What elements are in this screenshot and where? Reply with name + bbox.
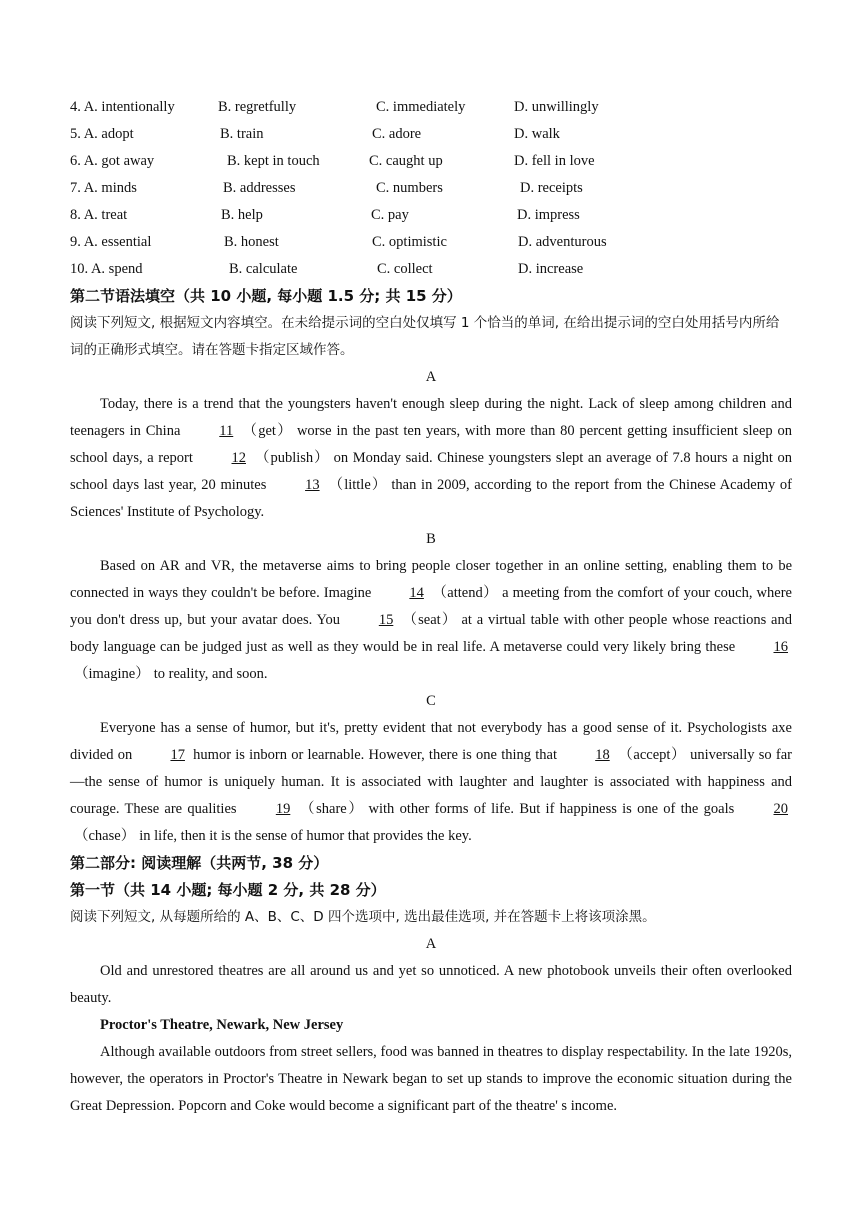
option-a: 10. A. spend xyxy=(70,261,143,277)
option-d: D. adventurous xyxy=(518,234,607,250)
blank-20[interactable]: 20 xyxy=(773,801,789,817)
option-c: C. collect xyxy=(377,261,433,277)
part-instruction: 阅读下列短文, 从每题所给的 A、B、C、D 四个选项中, 选出最佳选项, 并在答题卡上将该项涂黑。 xyxy=(70,909,656,925)
part-heading: 第二部分: 阅读理解（共两节, 38 分） xyxy=(70,854,329,872)
passage-label: A xyxy=(425,936,437,952)
option-c: C. caught up xyxy=(369,153,443,169)
passage-label: B xyxy=(426,531,436,547)
passage-text: in life, then it is the sense of humor that provides the key. xyxy=(139,828,472,844)
blank-15[interactable]: 15 xyxy=(378,612,394,628)
option-c: C. numbers xyxy=(376,180,443,196)
passage-text: on Monday said. Chinese youngsters slept an average of 7.8 hours a night on school days last year, 20 minutes xyxy=(70,450,792,493)
option-b: B. train xyxy=(220,126,264,142)
option-row-9 xyxy=(70,229,792,256)
passage-text: universally so far—the sense of humor is uniquely human. It is associated with laughter and laughter is associated with happiness and courage. These are qualities xyxy=(70,747,792,817)
option-b: B. addresses xyxy=(223,180,296,196)
blank-16[interactable]: 16 xyxy=(773,639,788,655)
option-c: C. optimistic xyxy=(372,234,447,250)
passage-b xyxy=(70,553,792,688)
option-row-4 xyxy=(70,94,792,121)
option-a: 4. A. intentionally xyxy=(70,99,175,115)
passage-text: Today, there is a trend that the youngsters haven't enough sleep during the night. Lack of sleep among children and teenagers in China xyxy=(70,396,792,439)
hint-word: （publish） xyxy=(254,450,330,466)
passage-text: humor is inborn or learnable. However, there is one thing that xyxy=(188,747,562,763)
passage-text: Based on AR and VR, the metaverse aims to bring people closer together in an online setting, enabling them to be connected in ways they couldn't be before. Imagine xyxy=(70,558,792,601)
hint-word: （get） xyxy=(241,423,293,439)
passage-label: C xyxy=(426,693,436,709)
option-a: 8. A. treat xyxy=(70,207,128,223)
option-a: 5. A. adopt xyxy=(70,126,134,142)
passage-text: worse in the past ten years, with more than 80 percent getting insufficient sleep on school days, a report xyxy=(70,423,793,466)
option-row-10 xyxy=(70,256,792,283)
option-b: B. help xyxy=(221,207,263,223)
section-instruction: 阅读下列短文, 根据短文内容填空。在未给提示词的空白处仅填写 1 个恰当的单词, 在给出提示词的空白处用括号内所给词的正确形式填空。请在答题卡指定区域作答。 xyxy=(70,315,780,358)
hint-word: （chase） xyxy=(74,828,136,844)
hint-word: （seat） xyxy=(401,612,458,628)
blank-12[interactable]: 12 xyxy=(231,450,246,466)
section-heading: 第二节语法填空（共 10 小题, 每小题 1.5 分; 共 15 分） xyxy=(70,287,462,305)
option-b: B. calculate xyxy=(229,261,298,277)
option-b: B. honest xyxy=(224,234,279,250)
passage-a xyxy=(70,391,792,526)
option-c: C. immediately xyxy=(376,99,466,115)
option-d: D. receipts xyxy=(520,180,583,196)
option-a: 9. A. essential xyxy=(70,234,152,250)
passage-text: Everyone has a sense of humor, but it's, pretty evident that not everybody has a good sense of it. Psychologists axe divided on xyxy=(70,720,792,763)
blank-11[interactable]: 11 xyxy=(219,423,234,439)
reading-body: Although available outdoors from street sellers, food was banned in theatres to display respectability. In the late 1920s, however, the operators in Proctor's Theatre in Newark began to set up stands to improve the economic situation during the Great Depression. Popcorn and Coke would become a significant part of the theatre' s income. xyxy=(70,1044,792,1114)
blank-13[interactable]: 13 xyxy=(305,477,320,493)
option-a: 7. A. minds xyxy=(70,180,137,196)
passage-text: to reality, and soon. xyxy=(153,666,268,682)
passage-text: a meeting from the comfort of your couch, where you don't dress up, but your avatar does. You xyxy=(70,585,792,628)
option-d: D. unwillingly xyxy=(514,99,599,115)
passage-c xyxy=(70,715,792,850)
blank-19[interactable]: 19 xyxy=(275,801,291,817)
option-row-7 xyxy=(70,175,792,202)
option-row-5 xyxy=(70,121,792,148)
option-c: C. pay xyxy=(371,207,409,223)
option-d: D. fell in love xyxy=(514,153,595,169)
reading-intro: Old and unrestored theatres are all around us and yet so unnoticed. A new photobook unveils their often overlooked beauty. xyxy=(70,963,792,1006)
hint-word: （attend） xyxy=(431,585,499,601)
exam-page xyxy=(70,94,792,1120)
option-b: B. regretfully xyxy=(218,99,297,115)
option-d: D. impress xyxy=(517,207,580,223)
hint-word: （accept） xyxy=(617,747,687,763)
hint-word: （little） xyxy=(327,477,388,493)
blank-18[interactable]: 18 xyxy=(595,747,610,763)
option-list xyxy=(70,94,792,283)
option-d: D. walk xyxy=(514,126,560,142)
reading-subtitle: Proctor's Theatre, Newark, New Jersey xyxy=(100,1017,344,1033)
blank-14[interactable]: 14 xyxy=(409,585,424,601)
passage-label: A xyxy=(425,369,437,385)
option-row-6 xyxy=(70,148,792,175)
option-c: C. adore xyxy=(372,126,422,142)
hint-word: （imagine） xyxy=(74,666,150,682)
option-row-8 xyxy=(70,202,792,229)
option-d: D. increase xyxy=(518,261,584,277)
subsection-heading: 第一节（共 14 小题; 每小题 2 分, 共 28 分） xyxy=(70,881,386,899)
passage-text: with other forms of life. But if happiness is one of the goals xyxy=(368,801,740,817)
hint-word: （share） xyxy=(298,801,365,817)
option-b: B. kept in touch xyxy=(227,153,320,169)
option-a: 6. A. got away xyxy=(70,153,155,169)
passage-text: at a virtual table with other people whose reactions and body language can be judged just as well as they would be in real life. A metaverse could very likely bring these xyxy=(70,612,792,655)
blank-17[interactable]: 17 xyxy=(170,747,185,763)
passage-text: than in 2009, according to the report from the Chinese Academy of Sciences' Institute of Psychology. xyxy=(70,477,792,520)
